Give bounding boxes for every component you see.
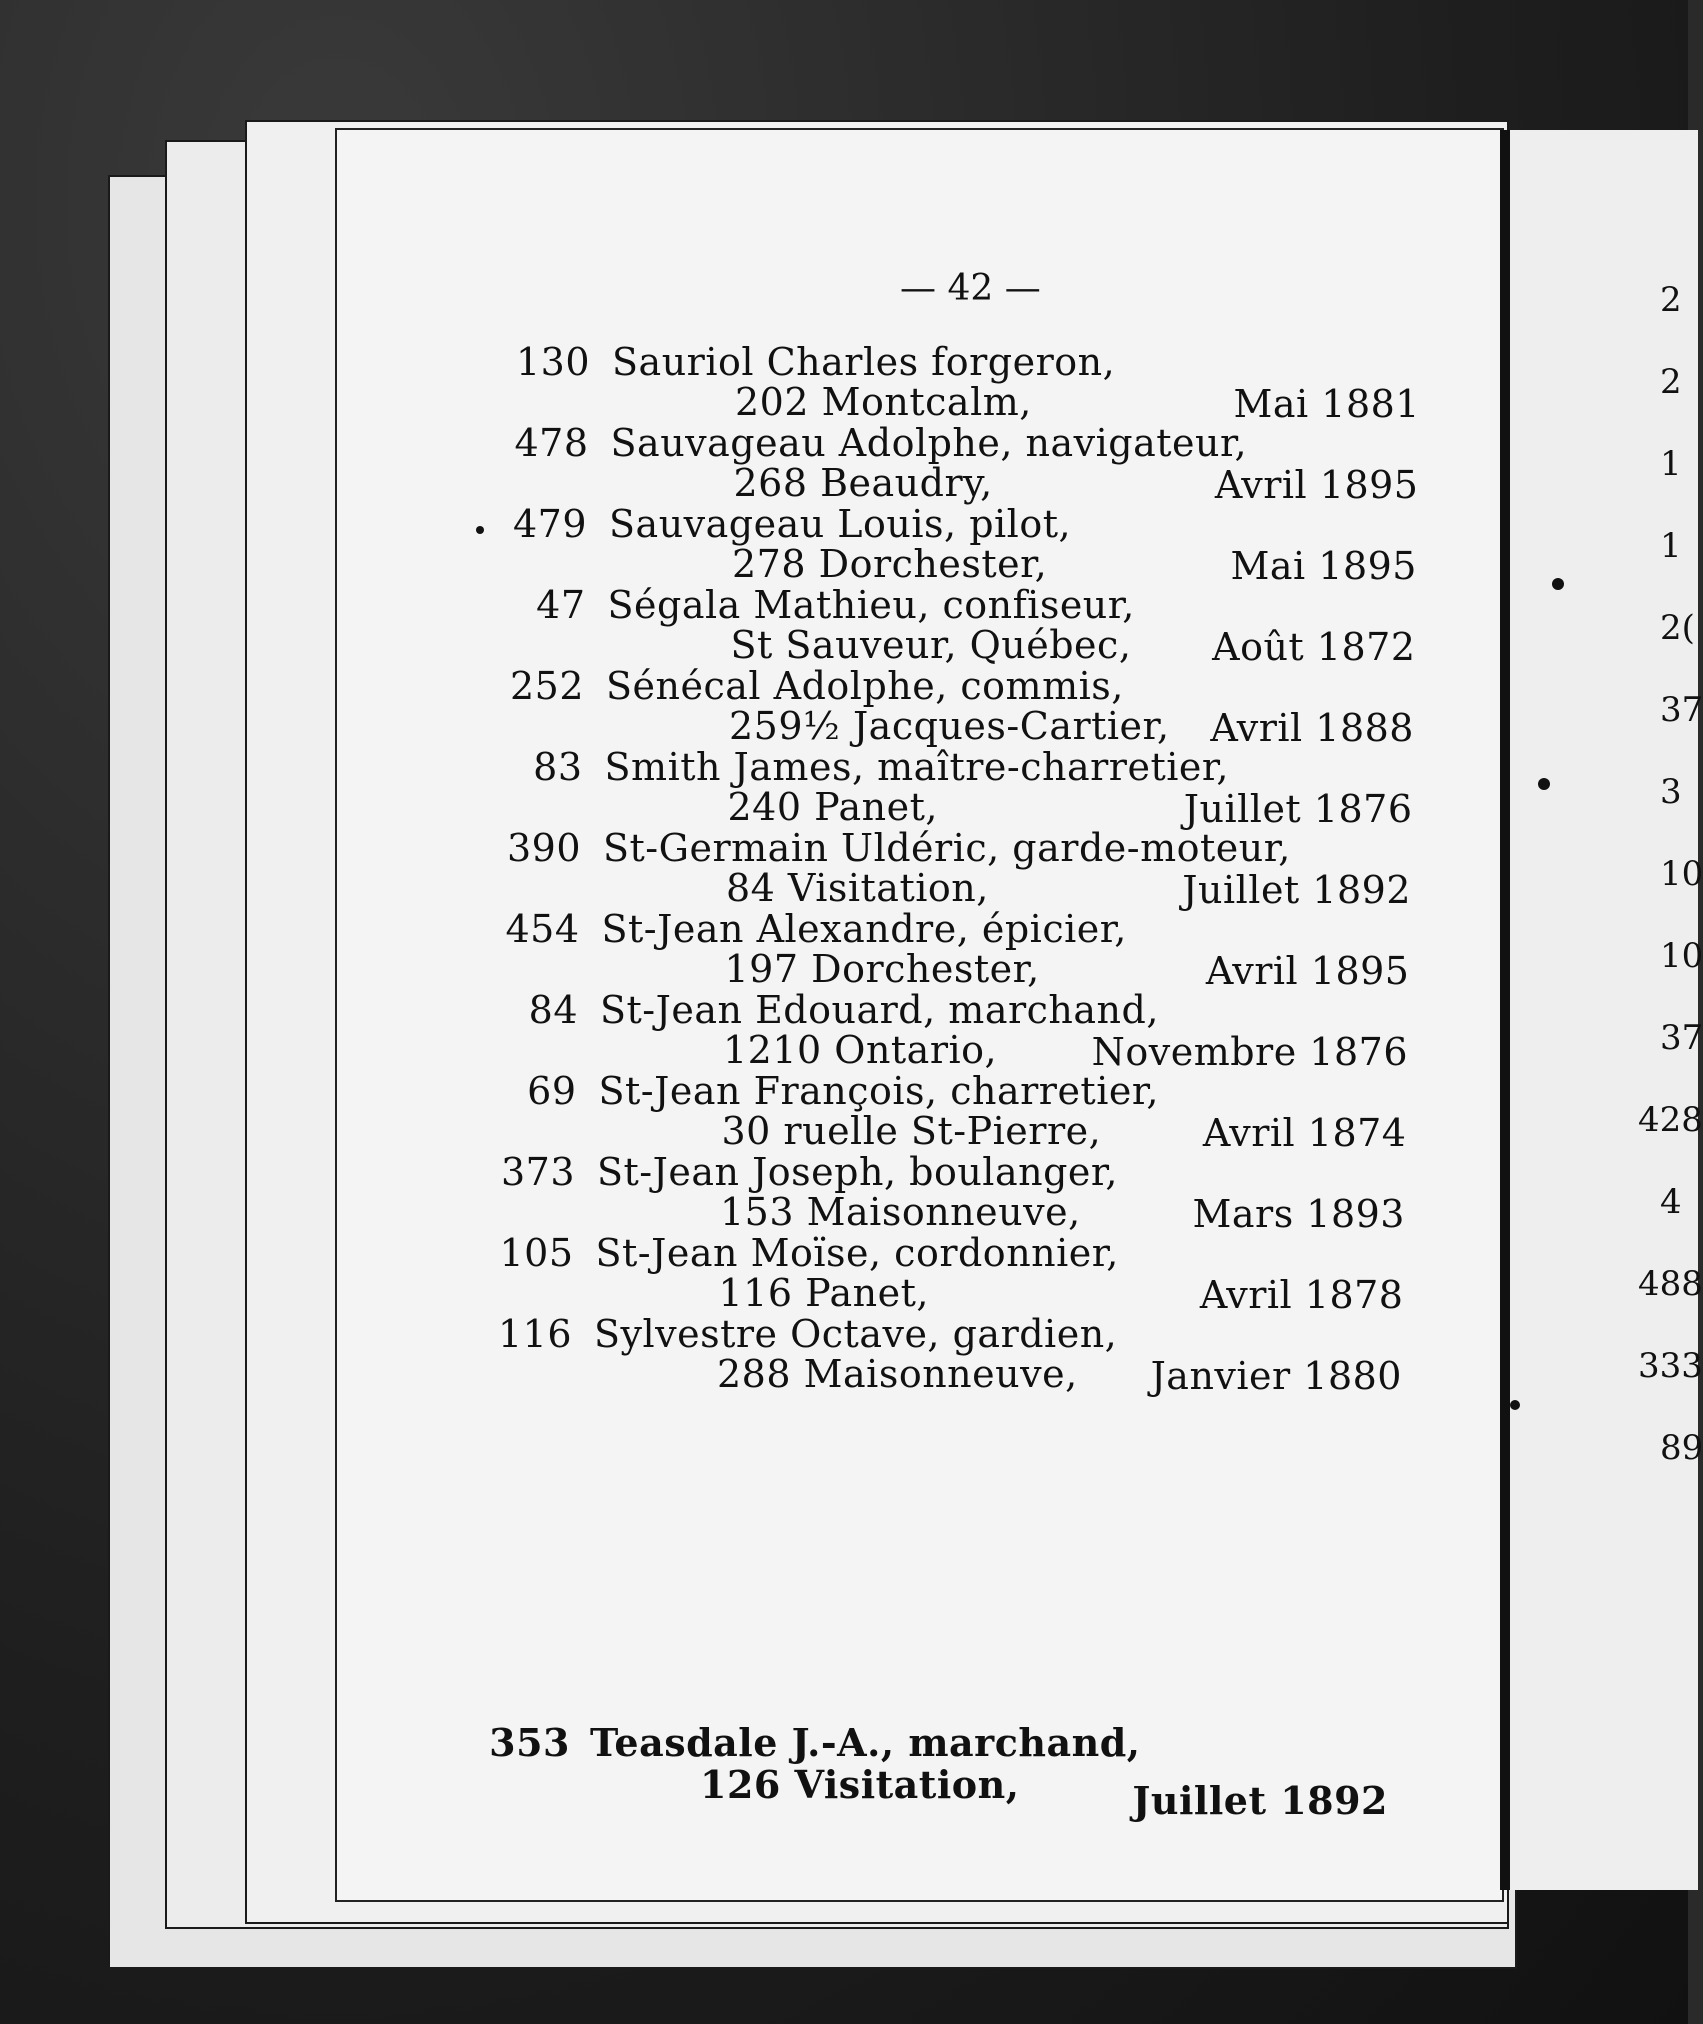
entry-name-occupation: St-Jean François, charretier,	[598, 1069, 1159, 1113]
adjacent-page-fragment: 488	[1638, 1264, 1703, 1304]
entry-name-occupation: St-Jean Moïse, cordonnier,	[595, 1231, 1119, 1275]
entry-name-occupation: Sauvageau Adolphe, navigateur,	[610, 421, 1248, 465]
entry-number: 373	[500, 1150, 575, 1194]
entry-date: Août 1872	[1212, 625, 1416, 669]
adjacent-page-fragment: 2	[1660, 362, 1682, 402]
entry-address: 30 ruelle St-Pierre,	[721, 1109, 1102, 1153]
adjacent-page-fragment: 1	[1660, 526, 1682, 566]
entry-number: 479	[512, 502, 587, 546]
adjacent-page-fragment: 1	[1660, 444, 1682, 484]
entry-date: Avril 1874	[1202, 1111, 1407, 1155]
adjacent-page-fragment: 2	[1660, 280, 1682, 320]
entry-address: 84 Visitation,	[726, 866, 989, 910]
entry-date: Juillet 1892	[1182, 868, 1411, 912]
entry-address: 240 Panet,	[727, 785, 938, 829]
adjacent-page-fragment: 37	[1660, 690, 1703, 730]
entry-name-occupation: St-Jean Joseph, boulanger,	[597, 1150, 1118, 1194]
entry-date: Avril 1895	[1214, 463, 1419, 507]
entry-date: Mars 1893	[1192, 1192, 1405, 1236]
entry-address: 197 Dorchester,	[724, 947, 1040, 991]
entry-name-occupation: Sauriol Charles forgeron,	[612, 340, 1116, 384]
ink-speck	[1552, 578, 1564, 590]
entry-address: 202 Montcalm,	[735, 380, 1032, 424]
entry-name-occupation: Sauvageau Louis, pilot,	[609, 502, 1072, 546]
entry-number: 105	[499, 1231, 574, 1275]
entry-number: 83	[533, 745, 583, 789]
adjacent-page-fragment: 3	[1660, 772, 1682, 812]
entry-name-occupation: Ségala Mathieu, confiseur,	[607, 583, 1135, 627]
adjacent-page-fragment: 2(	[1660, 608, 1695, 648]
entry-number: 69	[527, 1069, 577, 1113]
entry-date: Janvier 1880	[1150, 1354, 1402, 1398]
entry-date: Mai 1881	[1233, 382, 1420, 426]
adjacent-page-fragment: 10	[1660, 854, 1703, 894]
entry-date: Avril 1878	[1199, 1273, 1404, 1317]
entry-address: 288 Maisonneuve,	[717, 1352, 1078, 1396]
ink-speck	[1538, 778, 1550, 790]
entry-address: 1210 Ontario,	[723, 1028, 998, 1072]
entry-address: 153 Maisonneuve,	[720, 1190, 1081, 1234]
adjacent-page-fragment: 428	[1638, 1100, 1703, 1140]
entry-date: Avril 1895	[1205, 949, 1410, 993]
entry-number: 47	[536, 583, 586, 627]
entry-address: 116 Panet,	[718, 1271, 929, 1315]
entry-number: 454	[505, 907, 580, 951]
entry-address: St Sauveur, Québec,	[730, 623, 1132, 667]
entry-date: Novembre 1876	[1091, 1030, 1408, 1074]
entry-address: 278 Dorchester,	[732, 542, 1048, 586]
adjacent-page-fragment: 10	[1660, 936, 1703, 976]
adjacent-page-strip	[1500, 130, 1703, 1890]
adjacent-page-fragment: 4	[1660, 1182, 1682, 1222]
entry-name-occupation: Sylvestre Octave, gardien,	[594, 1312, 1118, 1356]
entry-number: 390	[506, 826, 581, 870]
ink-speck	[476, 526, 484, 534]
adjacent-page-fragment: 89	[1660, 1428, 1703, 1468]
entry-number: 84	[528, 988, 578, 1032]
entry-date: Juillet 1892	[1132, 1778, 1388, 1823]
entry-number: 252	[509, 664, 584, 708]
entry-date: Mai 1895	[1230, 544, 1417, 588]
entry-address: 259½ Jacques-Cartier,	[729, 704, 1170, 748]
entry-address: 268 Beaudry,	[733, 461, 993, 505]
entry-name-occupation: St-Jean Edouard, marchand,	[600, 988, 1159, 1032]
adjacent-page-fragment: 37	[1660, 1018, 1703, 1058]
entry-number: 130	[515, 340, 590, 384]
entry-name-occupation: Sénécal Adolphe, commis,	[606, 664, 1124, 708]
entry-name-occupation: St-Germain Uldéric, garde-moteur,	[603, 826, 1291, 870]
page-number: — 42 —	[900, 268, 1041, 309]
entry-date: Juillet 1876	[1183, 787, 1413, 831]
ink-speck	[1510, 1400, 1520, 1410]
entry-number: 116	[497, 1312, 572, 1356]
entry-name-occupation: Smith James, maître-charretier,	[604, 745, 1229, 789]
adjacent-page-fragment: 333	[1638, 1346, 1703, 1386]
entry-name-occupation: Teasdale J.-A., marchand,	[590, 1720, 1141, 1765]
entry-number: 478	[514, 421, 589, 465]
entry-date: Avril 1888	[1210, 706, 1414, 750]
entry-number: 353	[489, 1720, 570, 1765]
entry-address: 126 Visitation,	[700, 1762, 1020, 1807]
entry-name-occupation: St-Jean Alexandre, épicier,	[601, 907, 1127, 951]
